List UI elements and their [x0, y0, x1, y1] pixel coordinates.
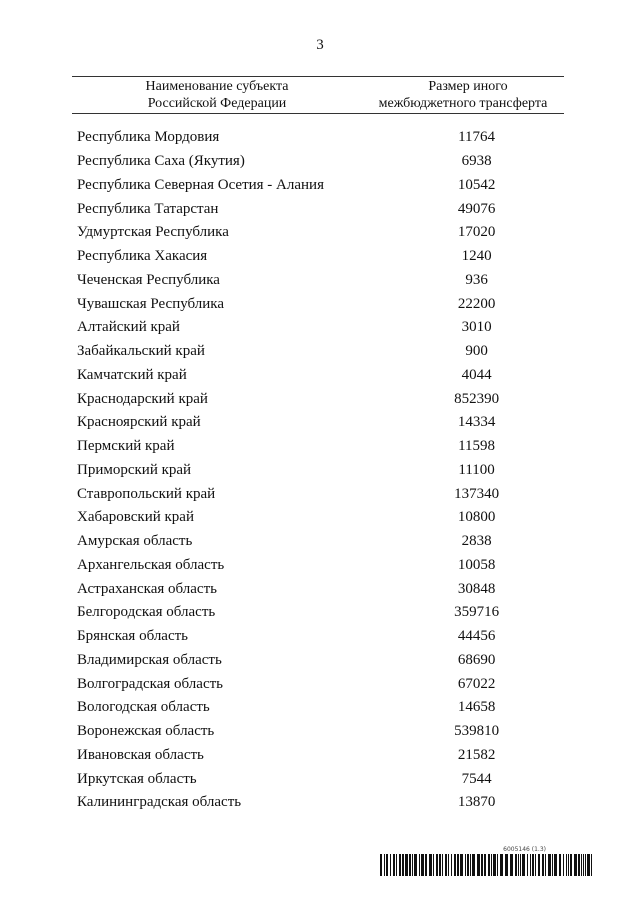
- barcode-block: [380, 846, 592, 876]
- table-row: [77, 530, 564, 554]
- barcode-bar: [548, 854, 551, 876]
- barcode-bar: [380, 854, 382, 876]
- barcode-bar: [591, 854, 592, 876]
- barcode-bar: [425, 854, 427, 876]
- table-row: [77, 744, 564, 768]
- region-name: Астраханская область: [77, 580, 217, 597]
- barcode-bar: [527, 854, 528, 876]
- transfer-amount: 10058: [457, 556, 496, 573]
- barcode-bar: [554, 854, 557, 876]
- region-name: Республика Северная Осетия - Алания: [77, 176, 324, 193]
- barcode-bar: [583, 854, 584, 876]
- region-name: Алтайский край: [77, 319, 180, 336]
- header-region-name-line1: Наименование субъекта: [145, 79, 289, 94]
- transfer-amount: 14658: [457, 699, 496, 716]
- barcode-bar: [448, 854, 449, 876]
- transfer-amount: 6938: [461, 153, 492, 170]
- barcode-bar: [518, 854, 519, 876]
- transfer-amount: 539810: [454, 723, 500, 740]
- header-transfer-amount-line2: межбюджетного трансферта: [378, 96, 548, 111]
- barcode-bar: [559, 854, 561, 876]
- region-name: Ивановская область: [77, 746, 204, 763]
- barcode-bar: [532, 854, 534, 876]
- barcode-bar: [465, 854, 466, 876]
- barcode-bar: [520, 854, 521, 876]
- barcode-image: [380, 854, 592, 876]
- table-header: [72, 76, 564, 114]
- barcode-bar: [510, 854, 513, 876]
- region-name: Ставропольский край: [77, 485, 216, 502]
- region-name: Белгородская область: [77, 604, 216, 621]
- table-row: [77, 174, 564, 198]
- barcode-bar: [538, 854, 540, 876]
- barcode-bar: [545, 854, 546, 876]
- barcode-bar: [587, 854, 590, 876]
- region-name: Республика Саха (Якутия): [77, 153, 245, 170]
- transfer-amount: 1240: [461, 248, 492, 265]
- region-name: Владимирская область: [77, 651, 222, 668]
- barcode-bar: [399, 854, 401, 876]
- transfer-amount: 11764: [458, 129, 496, 146]
- table-row: [77, 364, 564, 388]
- table-row: [77, 482, 564, 506]
- barcode-bar: [457, 854, 459, 876]
- transfer-amount: 21582: [457, 746, 496, 763]
- header-transfer-amount: [362, 77, 564, 113]
- transfer-amount: 11598: [458, 438, 496, 455]
- barcode-bar: [384, 854, 385, 876]
- barcode-bar: [412, 854, 413, 876]
- barcode-bar: [500, 854, 503, 876]
- table-row: [77, 411, 564, 435]
- table-row: [77, 221, 564, 245]
- region-name: Амурская область: [77, 533, 193, 550]
- region-name: Приморский край: [77, 461, 192, 478]
- table-row: [77, 506, 564, 530]
- region-name: Вологодская область: [77, 699, 210, 716]
- table-row: [77, 387, 564, 411]
- table-row: [77, 696, 564, 720]
- transfer-amount: 137340: [454, 485, 500, 502]
- barcode-bar: [563, 854, 564, 876]
- table-row: [77, 767, 564, 791]
- barcode-bar: [386, 854, 388, 876]
- table-row: [77, 649, 564, 673]
- barcode-bar: [472, 854, 475, 876]
- barcode-bar: [535, 854, 536, 876]
- region-name: Красноярский край: [77, 414, 201, 431]
- region-name: Брянская область: [77, 628, 189, 645]
- barcode-bar: [552, 854, 553, 876]
- table-body: [77, 126, 564, 815]
- barcode-bar: [421, 854, 424, 876]
- transfer-amount: 359716: [454, 604, 500, 621]
- table-row: [77, 435, 564, 459]
- region-name: Республика Татарстан: [77, 200, 219, 217]
- table-row: [77, 269, 564, 293]
- region-name: Республика Хакасия: [77, 248, 208, 265]
- barcode-bar: [405, 854, 408, 876]
- table-row: [77, 197, 564, 221]
- transfer-amount: 11100: [458, 461, 495, 478]
- barcode-bar: [491, 854, 492, 876]
- table-row: [77, 577, 564, 601]
- barcode-bar: [419, 854, 420, 876]
- table-row: [77, 554, 564, 578]
- barcode-bar: [522, 854, 525, 876]
- transfer-amount: 49076: [457, 200, 496, 217]
- table-row: [77, 316, 564, 340]
- barcode-bar: [488, 854, 490, 876]
- barcode-bar: [442, 854, 443, 876]
- barcode-bar: [566, 854, 567, 876]
- transfer-amount: 900: [465, 343, 488, 360]
- barcode-bar: [515, 854, 517, 876]
- barcode-bar: [402, 854, 404, 876]
- region-name: Чувашская Республика: [77, 295, 225, 312]
- table-row: [77, 720, 564, 744]
- barcode-bar: [454, 854, 456, 876]
- table-row: [77, 245, 564, 269]
- transfer-amount: 14334: [457, 414, 496, 431]
- header-region-name-line2: Российской Федерации: [147, 96, 287, 111]
- transfer-amount: 936: [465, 271, 488, 288]
- table-row: [77, 150, 564, 174]
- region-name: Забайкальский край: [77, 343, 205, 360]
- transfer-amount: 30848: [457, 580, 496, 597]
- barcode-bar: [460, 854, 463, 876]
- transfer-amount: 17020: [457, 224, 496, 241]
- barcode-bar: [493, 854, 496, 876]
- table-row: [77, 791, 564, 815]
- barcode-bar: [396, 854, 397, 876]
- transfer-amount: 13870: [457, 794, 496, 811]
- barcode-bar: [568, 854, 569, 876]
- transfer-amount: 3010: [461, 319, 492, 336]
- barcode-bar: [433, 854, 434, 876]
- transfer-amount: 852390: [454, 390, 500, 407]
- barcode-bar: [581, 854, 582, 876]
- header-region-name: [72, 77, 362, 113]
- transfer-amount: 2838: [461, 533, 492, 550]
- region-name: Камчатский край: [77, 366, 187, 383]
- transfer-amount: 10800: [457, 509, 496, 526]
- region-name: Воронежская область: [77, 723, 215, 740]
- barcode-bar: [393, 854, 395, 876]
- barcode-bar: [439, 854, 441, 876]
- region-name: Удмуртская Республика: [77, 224, 229, 241]
- region-name: Архангельская область: [77, 556, 225, 573]
- barcode-bar: [436, 854, 438, 876]
- region-name: Хабаровский край: [77, 509, 194, 526]
- barcode-bar: [505, 854, 508, 876]
- region-name: Республика Мордовия: [77, 129, 220, 146]
- barcode-bar: [578, 854, 580, 876]
- barcode-bar: [409, 854, 411, 876]
- transfer-amount: 7544: [461, 770, 492, 787]
- barcode-bar: [484, 854, 486, 876]
- barcode-label: 6005146 (1.3): [503, 846, 546, 853]
- barcode-bar: [570, 854, 572, 876]
- barcode-bar: [477, 854, 480, 876]
- table-row: [77, 126, 564, 150]
- table-row: [77, 459, 564, 483]
- transfer-amount: 68690: [457, 651, 496, 668]
- table-row: [77, 672, 564, 696]
- table-row: [77, 625, 564, 649]
- region-name: Чеченская Республика: [77, 271, 220, 288]
- barcode-bar: [451, 854, 452, 876]
- barcode-bar: [497, 854, 498, 876]
- region-name: Волгоградская область: [77, 675, 223, 692]
- barcode-bar: [542, 854, 544, 876]
- transfer-amount: 22200: [457, 295, 496, 312]
- transfer-amount: 67022: [457, 675, 496, 692]
- barcode-bar: [429, 854, 432, 876]
- region-name: Иркутская область: [77, 770, 197, 787]
- barcode-bar: [530, 854, 531, 876]
- barcode-bar: [445, 854, 447, 876]
- barcode-bar: [467, 854, 469, 876]
- barcode-bar: [414, 854, 417, 876]
- region-name: Краснодарский край: [77, 390, 208, 407]
- barcode-bar: [470, 854, 471, 876]
- transfer-amount: 4044: [461, 366, 492, 383]
- table-row: [77, 601, 564, 625]
- header-transfer-amount-line1: Размер иного: [428, 79, 508, 94]
- barcode-bar: [390, 854, 391, 876]
- page-number: 3: [316, 37, 324, 53]
- transfer-amount: 44456: [457, 628, 496, 645]
- region-name: Калининградская область: [77, 794, 242, 811]
- table-row: [77, 340, 564, 364]
- barcode-bar: [585, 854, 586, 876]
- barcode-bar: [574, 854, 577, 876]
- transfer-amount: 10542: [457, 176, 496, 193]
- barcode-bar: [481, 854, 483, 876]
- region-name: Пермский край: [77, 438, 175, 455]
- table-row: [77, 292, 564, 316]
